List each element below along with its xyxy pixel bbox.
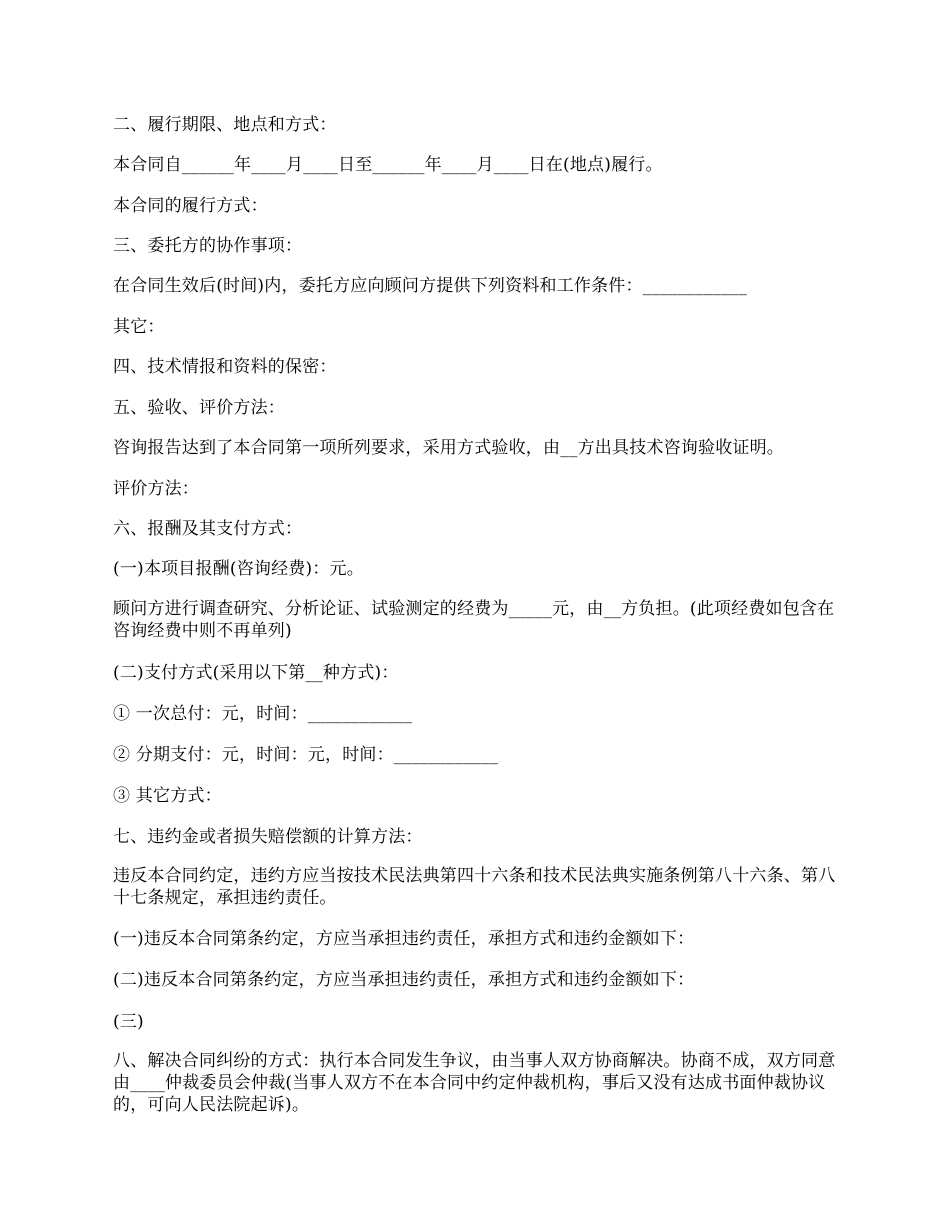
section-4-heading: 四、技术情报和资料的保密：	[113, 357, 337, 377]
section-5-heading: 五、验收、评价方法：	[113, 398, 285, 418]
other-line: 其它：	[113, 317, 165, 337]
performance-method-line: 本合同的履行方式：	[113, 196, 268, 216]
payment-method-line: (二)支付方式(采用以下第__种方式)：	[113, 663, 399, 683]
section-8-paragraph: 八、解决合同纠纷的方式：执行本合同发生争议，由当事人双方协商解决。协商不成，双方同意由____仲裁委员会仲裁(当事人双方不在本合同中约定仲裁机构，事后又没有达成书面仲裁协议的，可向人民法院起诉)。	[113, 1051, 836, 1115]
breach-item-2: (二)违反本合同第条约定，方应当承担违约责任，承担方式和违约金额如下：	[113, 970, 695, 990]
breach-item-3: (三)	[113, 1012, 144, 1032]
section-6-heading: 六、报酬及其支付方式：	[113, 519, 303, 539]
evaluation-method-line: 评价方法：	[113, 479, 199, 499]
remuneration-line: (一)本项目报酬(咨询经费)：元。	[113, 559, 364, 579]
performance-period-line: 本合同自______年____月____日至______年____月____日在(地点)履行。	[113, 155, 663, 175]
acceptance-line: 咨询报告达到了本合同第一项所列要求，采用方式验收，由__方出具技术咨询验收证明。	[113, 438, 784, 458]
section-7-heading: 七、违约金或者损失赔偿额的计算方法：	[113, 827, 423, 847]
breach-paragraph: 违反本合同约定，违约方应当按技术民法典第四十六条和技术民法典实施条例第八十六条、第八十七条规定，承担违约责任。	[113, 866, 836, 908]
section-3-heading: 三、委托方的协作事项：	[113, 236, 303, 256]
section-2-heading: 二、履行期限、地点和方式：	[113, 115, 337, 135]
breach-item-1: (一)违反本合同第条约定，方应当承担违约责任，承担方式和违约金额如下：	[113, 929, 695, 949]
payment-option-1: ① 一次总付：元，时间：____________	[113, 704, 413, 724]
payment-option-3: ③ 其它方式：	[113, 786, 222, 806]
client-materials-line: 在合同生效后(时间)内，委托方应向顾问方提供下列资料和工作条件：____________	[113, 276, 748, 296]
payment-option-2: ② 分期支付：元，时间：元，时间：____________	[113, 745, 499, 765]
research-fee-paragraph: 顾问方进行调查研究、分析论证、试验测定的经费为_____元，由__方负担。(此项经费如包含在咨询经费中则不再单列)	[113, 599, 835, 641]
